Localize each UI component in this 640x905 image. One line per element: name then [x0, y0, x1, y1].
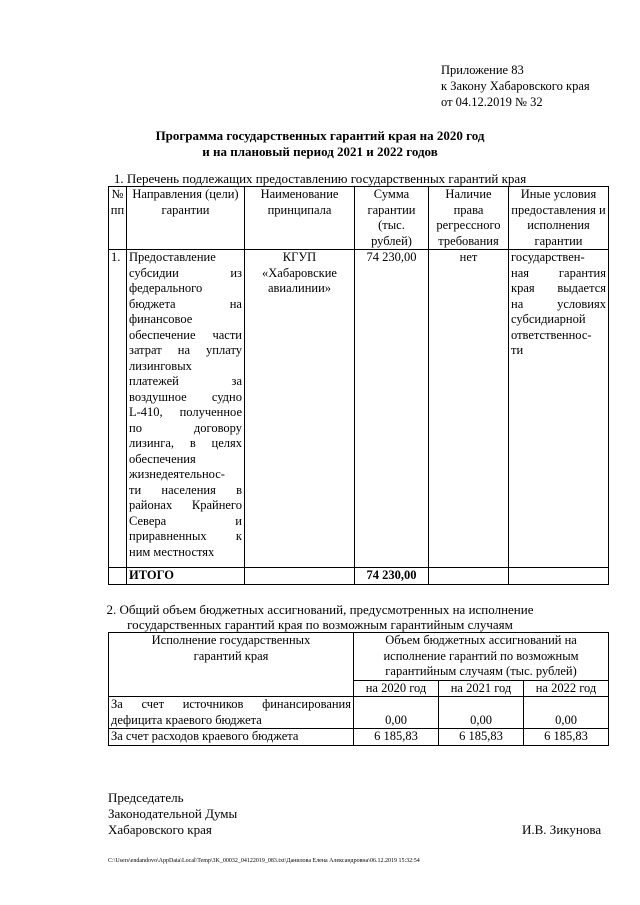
other-line: ответственнос-: [511, 327, 592, 342]
allocation-2022: 0,00: [524, 697, 609, 729]
direction-line: жизнедеятельнос-: [129, 467, 225, 481]
header-volume: Объем бюджетных ассигнований на исполнение гарантий по возможным гарантийным случаям (тыс. рублей): [354, 633, 609, 681]
direction-line: финансовое: [129, 312, 193, 326]
row-amount: 74 230,00: [355, 250, 429, 568]
direction-line: ним местностях: [129, 544, 215, 559]
row-other: [509, 250, 609, 568]
total-label: ИТОГО: [127, 568, 245, 585]
other-line: ная гарантия: [511, 265, 606, 280]
total-amount: 74 230,00: [355, 568, 429, 585]
guarantees-table: [108, 186, 609, 585]
header-regress: Наличие права регрессного требования: [429, 187, 509, 250]
header-execution: Исполнение государственных гарантий края: [109, 633, 354, 697]
header-amount: Сумма гарантии (тыс. рублей): [355, 187, 429, 250]
direction-line: обеспечение части: [129, 327, 242, 342]
guarantees-header-row: [109, 187, 609, 250]
other-line: государствен-: [511, 250, 585, 264]
total-row: [109, 568, 609, 585]
direction-line: субсидии из: [129, 265, 242, 280]
direction-line: платежей за: [129, 374, 242, 388]
title-line-2: и на плановый период 2021 и 2022 годов: [202, 144, 438, 159]
direction-line: Севера и: [129, 513, 242, 528]
signatory-name: И.В. Зикунова: [522, 822, 602, 837]
appendix-line-2: к Закону Хабаровского края: [441, 79, 590, 93]
header-2020: на 2020 год: [354, 680, 439, 697]
allocation-label: За счет расходов краевого бюджета: [109, 729, 354, 746]
appendix-block: [441, 62, 590, 110]
direction-line: федерального: [129, 281, 203, 295]
table-row: [109, 729, 609, 746]
section-2-heading-line-1: 2. Общий объем бюджетных ассигнований, предусмотренных на исполнение: [106, 602, 534, 617]
direction-line: лизинговых: [129, 358, 192, 373]
appendix-line-3: от 04.12.2019 № 32: [441, 95, 543, 109]
table-row: [109, 250, 609, 568]
allocation-2020: 0,00: [354, 697, 439, 729]
signature-line-2: Законодательной Думы: [108, 806, 238, 821]
other-line: края выдается: [511, 281, 606, 295]
signature-line-3: Хабаровского края: [108, 822, 212, 837]
direction-line: ти населения в: [129, 482, 242, 497]
header-num: № пп: [109, 187, 127, 250]
allocation-2022: 6 185,83: [524, 729, 609, 746]
document-title: [0, 128, 640, 160]
direction-line: затрат на уплату: [129, 343, 242, 357]
header-2022: на 2022 год: [524, 680, 609, 697]
file-path-footer: C:\Users\endandovo\AppData\Local\Temp\3K_00032_04122019_083.txt\Данилова Елена Александровна\06.12.2019 15:32:54: [108, 858, 420, 864]
allocations-table: [108, 632, 609, 746]
header-2021: на 2021 год: [439, 680, 524, 697]
appendix-line-1: Приложение 83: [441, 63, 524, 77]
direction-line: по договору: [129, 420, 242, 435]
allocation-2020: 6 185,83: [354, 729, 439, 746]
table-row: [109, 697, 609, 729]
row-num: 1.: [109, 250, 127, 568]
signature-line-1: Председатель: [108, 790, 184, 805]
header-principal: Наименование принципала: [245, 187, 355, 250]
direction-line: приравненных к: [129, 529, 242, 543]
header-other: Иные условия предоставления и исполнения гарантии: [509, 187, 609, 250]
section-1-heading: 1. Перечень подлежащих предоставлению государственных гарантий края: [113, 171, 527, 186]
other-line: ти: [511, 343, 524, 357]
direction-line: лизинга, в целях: [129, 436, 242, 450]
direction-line: L-410, полученное: [129, 405, 242, 419]
header-direction: Направления (цели) гарантии: [127, 187, 245, 250]
other-line: субсидиарной: [511, 312, 586, 326]
direction-line: воздушное судно: [129, 389, 242, 404]
direction-line: Предоставление: [129, 250, 216, 264]
allocation-2021: 6 185,83: [439, 729, 524, 746]
title-line-1: Программа государственных гарантий края на 2020 год: [155, 128, 485, 143]
allocation-2021: 0,00: [439, 697, 524, 729]
row-regress: нет: [429, 250, 509, 568]
row-principal: КГУП «Хабаровские авиалинии»: [245, 250, 355, 568]
section-2-heading: [0, 602, 640, 632]
other-line: на условиях: [511, 296, 606, 311]
direction-line: обеспечения: [129, 451, 196, 466]
direction-line: бюджета на: [129, 296, 242, 311]
row-direction: [127, 250, 245, 568]
signature-block: [108, 790, 237, 838]
allocation-label: За счет источников финансирования дефицита краевого бюджета: [109, 697, 354, 729]
section-2-heading-line-2: государственных гарантий края по возможным гарантийным случаям: [127, 617, 513, 632]
direction-line: районах Крайнего: [129, 498, 242, 512]
allocations-header-row: [109, 633, 609, 681]
